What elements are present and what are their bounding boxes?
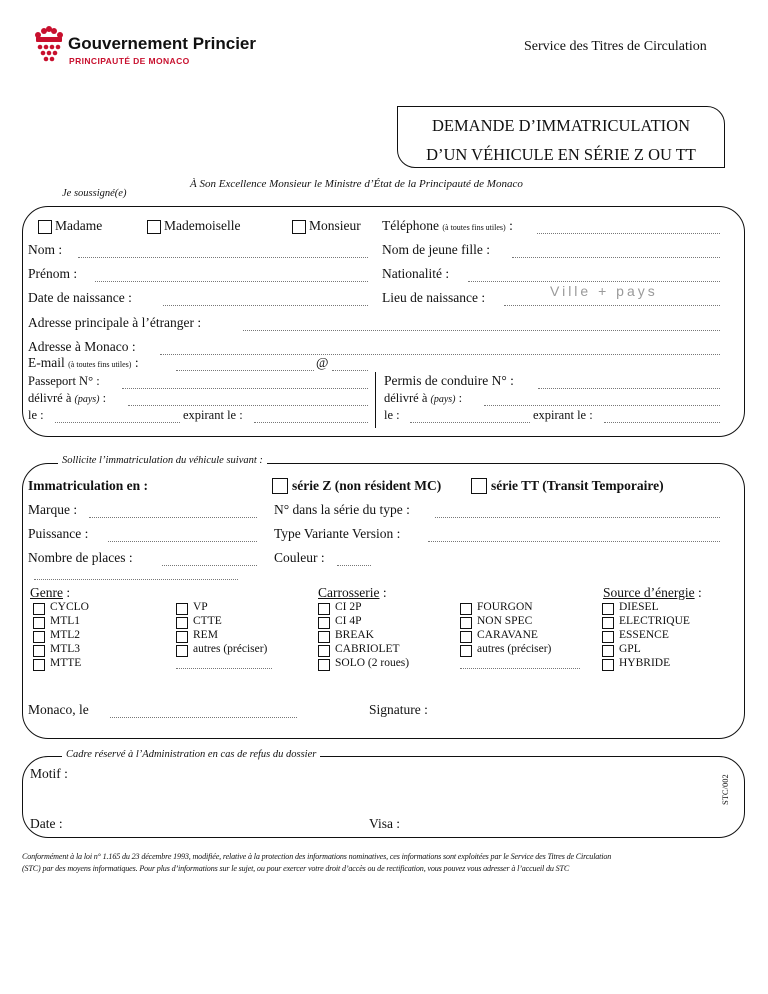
energie-option-label: HYBRIDE [619, 657, 671, 669]
email-domain-field[interactable] [332, 370, 368, 371]
genre-option-label: CTTE [193, 615, 222, 627]
carrosserie-title [318, 585, 387, 601]
adresse-etranger-field[interactable] [243, 330, 720, 331]
serie-tt-label: série TT (Transit Temporaire) [491, 478, 664, 493]
carrosserie-option-label: CI 4P [335, 615, 362, 627]
genre-option-label: autres (préciser) [193, 643, 268, 655]
email-label [28, 355, 139, 371]
passeport-expirant-field[interactable] [254, 422, 368, 423]
genre-option-label: MTL1 [50, 615, 81, 627]
energie-option[interactable] [602, 617, 614, 629]
lieu-naissance-placeholder: Ville + pays [550, 283, 658, 299]
monsieur-checkbox[interactable] [292, 220, 306, 234]
email-user-field[interactable] [176, 370, 314, 371]
adresse-monaco-label: Adresse à Monaco : [28, 339, 136, 354]
passeport-expirant-label: expirant le : [183, 408, 243, 422]
type-variante-field[interactable] [428, 541, 720, 542]
energie-option-label: DIESEL [619, 601, 659, 613]
carrosserie-title-colon: : [382, 585, 387, 600]
form-code: STC/002 [720, 774, 730, 805]
serie-z-checkbox[interactable] [272, 478, 288, 494]
genre-option-label: VP [193, 601, 208, 613]
nom-field[interactable] [78, 257, 368, 258]
genre-option[interactable] [176, 631, 188, 643]
title-line-2: D’UN VÉHICULE EN SÉRIE Z OU TT [426, 145, 696, 164]
carrosserie-option-label: FOURGON [477, 601, 533, 613]
applicant-legend: Je soussigné(e) [58, 188, 130, 199]
email-text: E-mail [28, 355, 65, 370]
mademoiselle-label: Mademoiselle [164, 218, 241, 233]
addressee: À Son Excellence Monsieur le Ministre d’État de la Principauté de Monaco [190, 178, 523, 190]
n-serie-type-field[interactable] [435, 517, 720, 518]
genre-option[interactable] [33, 617, 45, 629]
carrosserie-option[interactable] [460, 645, 472, 657]
carrosserie-option[interactable] [318, 617, 330, 629]
logo-title: Gouvernement Princier [68, 34, 257, 53]
carrosserie-title-text: Carrosserie [318, 585, 380, 600]
privacy-notice-line-2: (STC) par des moyens informatiques. Pour plus d’informations sur le sujet, ou pour exercer votre droit d’accès ou de rectification, vous pouvez vous adresser à l’accueil du STC [22, 864, 570, 873]
adresse-etranger-label: Adresse principale à l’étranger : [28, 315, 202, 330]
energie-option[interactable] [602, 631, 614, 643]
nom-label: Nom : [28, 242, 63, 257]
genre-option[interactable] [33, 645, 45, 657]
genre-other-field[interactable] [176, 668, 272, 669]
genre-option[interactable] [33, 659, 45, 671]
passeport-delivre-text: délivré à [28, 391, 72, 405]
documents-divider [375, 372, 376, 428]
privacy-notice-line-1: Conformément à la loi n° 1.165 du 23 décembre 1993, modifiée, relative à la protection des informations nominatives, ces informations sont exploitées par le Service des Titres de Circulation [22, 852, 612, 861]
energie-option[interactable] [602, 645, 614, 657]
adresse-monaco-field[interactable] [160, 354, 720, 355]
email-note: (à toutes fins utiles) [68, 360, 132, 369]
puissance-label: Puissance : [28, 526, 89, 541]
madame-label: Madame [55, 218, 103, 233]
visa-label: Visa : [369, 816, 401, 831]
madame-checkbox[interactable] [38, 220, 52, 234]
genre-option-label: MTTE [50, 657, 82, 669]
genre-option-label: MTL2 [50, 629, 81, 641]
mademoiselle-checkbox[interactable] [147, 220, 161, 234]
marque-field[interactable] [89, 517, 257, 518]
telephone-note: (à toutes fins utiles) [442, 223, 506, 232]
genre-title [30, 585, 70, 601]
nom-jeune-fille-label: Nom de jeune fille : [382, 242, 490, 257]
permis-expirant-field[interactable] [604, 422, 720, 423]
energie-title [603, 585, 702, 601]
genre-title-text: Genre [30, 585, 63, 600]
carrosserie-option-label: CI 2P [335, 601, 362, 613]
carrosserie-option[interactable] [318, 645, 330, 657]
carrosserie-other-field[interactable] [460, 668, 580, 669]
genre-option[interactable] [176, 617, 188, 629]
n-serie-type-label: N° dans la série du type : [274, 502, 410, 517]
carrosserie-option-label: CABRIOLET [335, 643, 400, 655]
serie-z-label: série Z (non résident MC) [292, 478, 442, 493]
nombre-places-field[interactable] [162, 565, 257, 566]
carrosserie-option[interactable] [318, 659, 330, 671]
email-at-sign: @ [316, 355, 329, 370]
passeport-field[interactable] [122, 388, 368, 389]
carrosserie-option-label: BREAK [335, 629, 374, 641]
passeport-le-label: le : [28, 408, 44, 422]
passeport-pays-note: (pays) [74, 394, 100, 405]
telephone-text: Téléphone [382, 218, 439, 233]
title-line-1: DEMANDE D’IMMATRICULATION [431, 116, 691, 135]
monsieur-label: Monsieur [309, 218, 361, 233]
immatriculation-label: Immatriculation en : [28, 478, 148, 493]
genre-option[interactable] [176, 603, 188, 615]
date-naissance-label: Date de naissance : [28, 290, 132, 305]
couleur-field[interactable] [337, 565, 371, 566]
vehicle-legend: Sollicite l’immatriculation du véhicule suivant : [58, 455, 267, 466]
permis-le-field[interactable] [410, 422, 530, 423]
date-label: Date : [30, 816, 63, 831]
passeport-delivre-colon: : [102, 391, 107, 405]
nationalite-label: Nationalité : [382, 266, 450, 281]
genre-option-label: MTL3 [50, 643, 81, 655]
passeport-delivre-field[interactable] [128, 405, 368, 406]
extra-line-field[interactable] [34, 579, 238, 580]
admin-legend: Cadre réservé à l’Administration en cas de refus du dossier [62, 749, 320, 760]
carrosserie-option[interactable] [318, 603, 330, 615]
carrosserie-option-label: NON SPEC [477, 615, 533, 627]
email-colon: : [134, 355, 139, 370]
genre-option[interactable] [176, 645, 188, 657]
marque-label: Marque : [28, 502, 78, 517]
passeport-label: Passeport N° : [28, 374, 100, 388]
energie-option-label: ESSENCE [619, 629, 669, 641]
permis-field[interactable] [538, 388, 720, 389]
carrosserie-option[interactable] [460, 631, 472, 643]
telephone-field[interactable] [537, 233, 720, 234]
type-variante-label: Type Variante Version : [274, 526, 401, 541]
lieu-naissance-field[interactable] [504, 305, 720, 306]
service-name: Service des Titres de Circulation [524, 39, 707, 54]
energie-option[interactable] [602, 603, 614, 615]
genre-option-label: CYCLO [50, 601, 89, 613]
passeport-delivre-label [28, 391, 106, 406]
puissance-field[interactable] [108, 541, 257, 542]
date-naissance-field[interactable] [163, 305, 368, 306]
permis-delivre-label [384, 391, 462, 406]
monaco-le-label: Monaco, le [28, 702, 89, 717]
telephone-label [382, 218, 513, 234]
signature-label: Signature : [369, 702, 428, 717]
carrosserie-option[interactable] [318, 631, 330, 643]
prenom-field[interactable] [95, 281, 368, 282]
energie-title-colon: : [697, 585, 702, 600]
lieu-naissance-label: Lieu de naissance : [382, 290, 486, 305]
carrosserie-option[interactable] [460, 603, 472, 615]
passeport-le-field[interactable] [55, 422, 180, 423]
genre-title-colon: : [66, 585, 71, 600]
permis-le-label: le : [384, 408, 400, 422]
permis-delivre-text: délivré à [384, 391, 428, 405]
nombre-places-label: Nombre de places : [28, 550, 133, 565]
nom-jeune-fille-field[interactable] [512, 257, 720, 258]
couleur-label: Couleur : [274, 550, 325, 565]
genre-option[interactable] [33, 603, 45, 615]
motif-label: Motif : [30, 766, 68, 781]
serie-tt-checkbox[interactable] [471, 478, 487, 494]
genre-option-label: REM [193, 629, 218, 641]
carrosserie-option[interactable] [460, 617, 472, 629]
carrosserie-option-label: SOLO (2 roues) [335, 657, 410, 669]
energie-option-label: GPL [619, 643, 641, 655]
permis-expirant-label: expirant le : [533, 408, 593, 422]
energie-option[interactable] [602, 659, 614, 671]
logo-subtitle: PRINCIPAUTÉ DE MONACO [69, 56, 190, 66]
permis-pays-note: (pays) [430, 394, 456, 405]
permis-delivre-field[interactable] [484, 405, 720, 406]
telephone-colon: : [509, 218, 513, 233]
monaco-le-field[interactable] [110, 717, 297, 718]
prenom-label: Prénom : [28, 266, 78, 281]
crown-crest-icon [34, 26, 64, 66]
genre-option[interactable] [33, 631, 45, 643]
energie-option-label: ELECTRIQUE [619, 615, 690, 627]
energie-title-text: Source d’énergie [603, 585, 695, 600]
permis-label: Permis de conduire N° : [384, 373, 514, 388]
carrosserie-option-label: CARAVANE [477, 629, 538, 641]
permis-delivre-colon: : [458, 391, 463, 405]
nationalite-field[interactable] [468, 281, 720, 282]
carrosserie-option-label: autres (préciser) [477, 643, 552, 655]
